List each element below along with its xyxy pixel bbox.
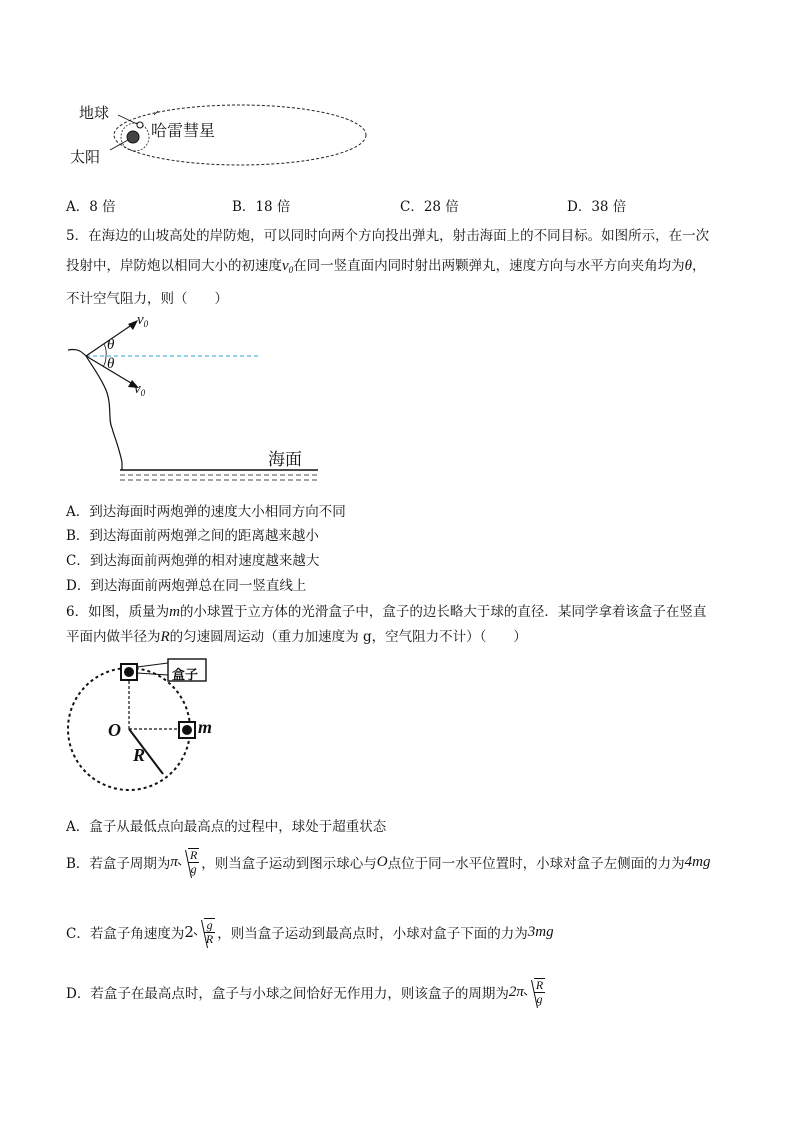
earth-pointer-line — [118, 115, 137, 124]
q6-r-symbol: R — [160, 629, 170, 645]
box-pointer-line-2 — [137, 673, 168, 675]
v0-bottom-sub: 0 — [140, 388, 146, 398]
q6-option-c-num: g — [204, 919, 215, 933]
v0-top-v: v — [137, 312, 144, 328]
q6-option-b-text-c: 点位于同一水平位置时，小球对盒子左侧面的力为 — [387, 856, 685, 872]
theta-lower-label: θ — [107, 356, 115, 372]
q6-option-c-den: R — [205, 932, 214, 946]
o-label: O — [108, 720, 121, 740]
q6-option-b-num: R — [189, 848, 198, 862]
q6-option-d-num: R — [535, 978, 544, 992]
q4-option-d: D．38 倍 — [567, 199, 627, 215]
q6-option-b-sqrt — [178, 848, 199, 876]
q5-option-a: A．到达海面时两炮弹的速度大小相同方向不同 — [66, 504, 346, 520]
q6-option-b-pi: π — [170, 853, 178, 870]
sea-label: 海面 — [268, 450, 302, 470]
q4-option-a: A．8 倍 — [66, 199, 116, 215]
earth-label: 地球 — [79, 104, 110, 122]
q6-line-2 — [66, 625, 527, 646]
q5-option-d: D．到达海面前两炮弹总在同一竖直线上 — [66, 578, 307, 594]
sun-label: 太阳 — [70, 148, 101, 166]
q5-v-sub: 0 — [288, 265, 294, 275]
v0-bottom-v: v — [134, 381, 141, 397]
angle-arc-lower — [103, 356, 106, 367]
q4-option-b: B．18 倍 — [232, 199, 291, 215]
q6-option-c-sqrt — [194, 918, 215, 946]
box-label: 盒子 — [172, 668, 199, 683]
q6-option-d-text-a: D．若盒子在最高点时，盒子与小球之间恰好无作用力，则该盒子的周期为 — [66, 986, 509, 1002]
v0-top-label — [137, 312, 148, 329]
v0-bottom-label — [134, 381, 145, 398]
m-label: m — [198, 717, 213, 737]
q6-option-d — [66, 975, 545, 1009]
q6-option-c-2: 2 — [184, 923, 194, 941]
q5-option-c: C．到达海面前两炮弹的相对速度越来越大 — [66, 553, 320, 569]
q6-option-b-val: 4mg — [684, 853, 711, 870]
r-label: R — [133, 745, 146, 765]
comet-label: 哈雷彗星 — [151, 121, 216, 140]
q6-option-c-text-b: ，则当盒子运动到最高点时，小球对盒子下面的力为 — [217, 926, 528, 942]
q5-line-3: 不计空气阻力，则（ ） — [66, 291, 228, 307]
q6-option-c — [66, 915, 554, 949]
sun-dot — [127, 131, 139, 143]
q6-option-b-text-a: B．若盒子周期为 — [66, 856, 171, 872]
q5-line-1: 5．在海边的山坡高处的岸防炮，可以同时向两个方向投出弹丸，射击海面上的不同目标。如图所示，在一次 — [66, 228, 710, 244]
q5-v: v — [282, 258, 289, 274]
q6-option-b — [66, 845, 710, 879]
q6-option-b-den: g — [190, 862, 197, 876]
q5-line-2 — [66, 254, 706, 275]
earth-dot — [137, 122, 143, 128]
box-pointer-line-1 — [137, 663, 168, 667]
top-ball — [124, 667, 134, 677]
q6-option-d-den: g — [536, 992, 543, 1006]
q5-line2-text-b: 在同一竖直面内同时射出两颗弹丸，速度方向与水平方向夹角均为 — [293, 258, 685, 274]
sun-pointer-line — [110, 140, 128, 150]
right-ball — [182, 725, 192, 735]
q6-option-c-val: 3mg — [527, 923, 554, 940]
q6-line1-text-a: 6．如图，质量为 — [66, 604, 170, 620]
q6-option-a: A．盒子从最低点向最高点的过程中，球处于超重状态 — [66, 819, 387, 835]
q5-line2-text-c: ， — [692, 258, 706, 274]
q6-line2-text-b: 的匀速圆周运动（重力加速度为 g，空气阻力不计）（ ） — [169, 629, 527, 645]
q6-line-1 — [66, 600, 706, 621]
q6-line2-text-a: 平面内做半径为 — [66, 629, 161, 645]
v0-top-sub: 0 — [143, 319, 149, 329]
q4-option-c: C．28 倍 — [400, 199, 459, 215]
q5-theta-symbol: θ — [684, 258, 693, 274]
q5-option-b: B．到达海面前两炮弹之间的距离越来越小 — [66, 528, 319, 544]
q6-m-symbol: m — [169, 604, 180, 620]
q5-line2-text-a: 投射中，岸防炮以相同大小的初速度 — [66, 258, 282, 274]
angle-arc-upper — [104, 344, 106, 356]
theta-upper-label: θ — [107, 337, 115, 353]
q6-option-b-o: O — [376, 853, 388, 870]
q6-option-b-text-b: ，则当盒子运动到图示球心与 — [201, 856, 377, 872]
q6-option-c-text-a: C．若盒子角速度为 — [66, 926, 185, 942]
q6-line1-text-b: 的小球置于立方体的光滑盒子中，盒子的边长略大于球的直径．某同学拿着该盒子在竖直 — [179, 604, 707, 620]
q6-option-d-sqrt — [524, 978, 545, 1006]
q5-v0-symbol — [282, 258, 293, 274]
q6-option-d-2pi: 2π — [508, 983, 524, 1000]
comet-orbit-figure — [70, 95, 380, 175]
